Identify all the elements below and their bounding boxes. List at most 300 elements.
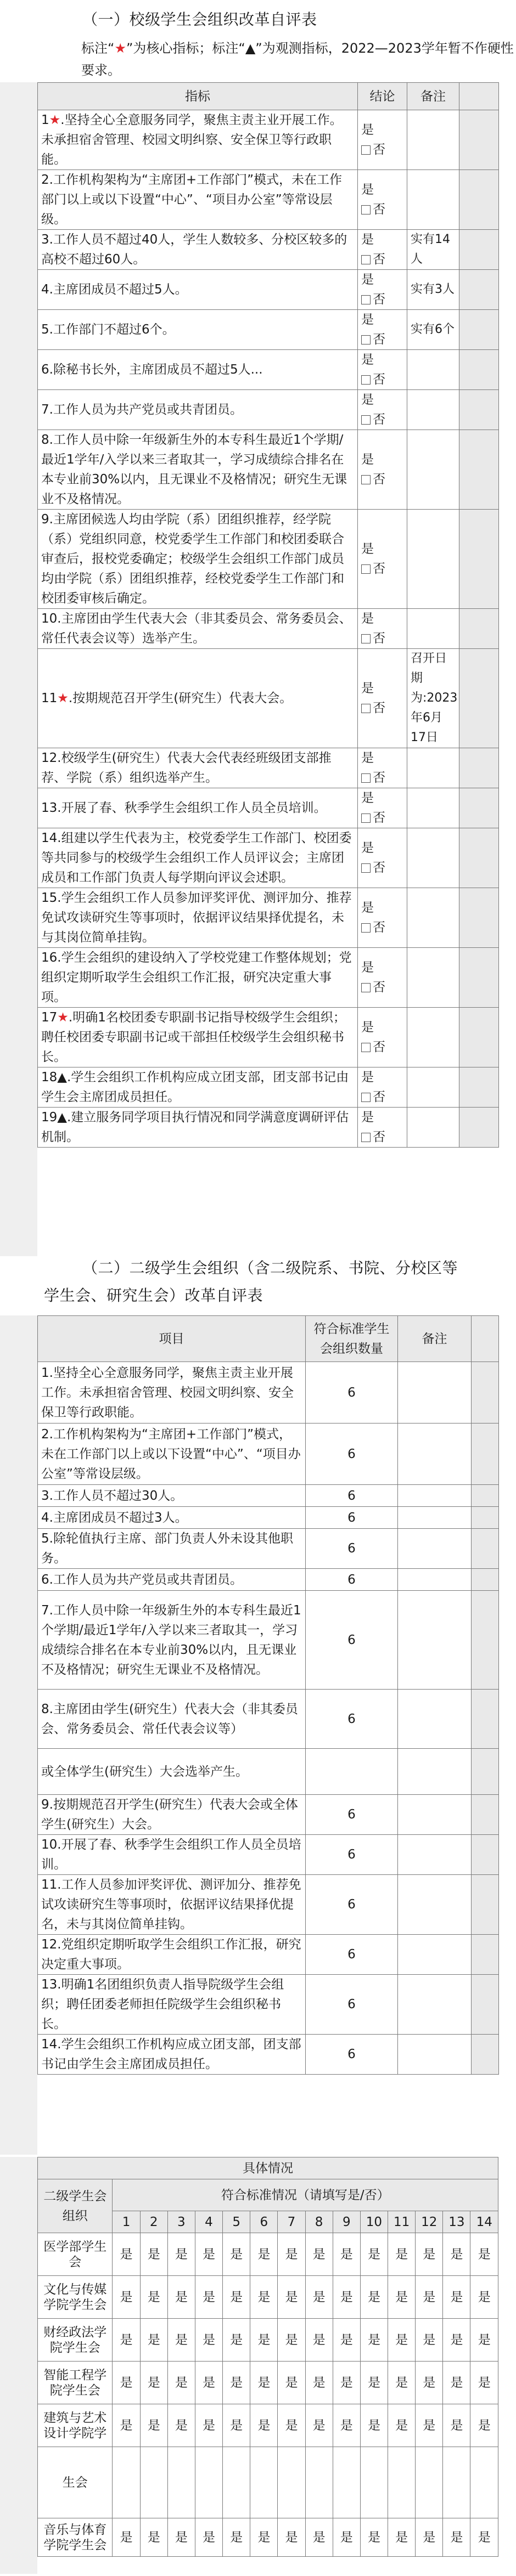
item-row <box>38 1591 499 1690</box>
indicator-text <box>38 230 358 270</box>
compliance-value: 是 <box>223 2319 250 2362</box>
compliance-value <box>333 2447 360 2518</box>
indicator-row <box>38 390 499 430</box>
blank-cell <box>459 170 499 230</box>
org-row <box>38 2233 498 2276</box>
compliance-value: 是 <box>333 2362 360 2404</box>
checkbox-icon[interactable] <box>361 295 371 304</box>
compliance-value: 是 <box>470 2518 498 2557</box>
compliance-value <box>140 2447 167 2518</box>
compliance-value <box>388 2447 416 2518</box>
compliance-value: 是 <box>388 2233 416 2276</box>
indicator-text <box>38 1067 358 1108</box>
conclusion-cell <box>358 649 407 748</box>
indicator-body: .工作人员中除一年级新生外的本专科生最近1个学期/最近1学年/入学以来三者取其一，学习成绩综合排名在本专业前30%以内，且无课业不及格情况；研究生无课业不及格情况。 <box>41 433 347 506</box>
no-option[interactable] <box>361 1087 403 1107</box>
compliance-value: 是 <box>167 2518 195 2557</box>
item-text: 7.工作人员中除一年级新生外的本专科生最近1个学期/最近1学年/入学以来三者取其一，学习成绩综合排名在本专业前30%以内，且无课业不及格情况；研究生无课业不及格情况。 <box>38 1591 306 1690</box>
item-count: 6 <box>306 1507 398 1529</box>
core-star-icon: ★ <box>57 1010 69 1025</box>
conclusion-cell <box>358 888 407 948</box>
item-remark <box>398 1690 472 1749</box>
blank-cell <box>459 828 499 888</box>
item-remark <box>398 2035 472 2075</box>
remark-cell <box>407 948 459 1008</box>
compliance-value: 是 <box>278 2233 305 2276</box>
compliance-value: 是 <box>388 2404 416 2447</box>
compliance-value: 是 <box>470 2276 498 2319</box>
compliance-header: 符合标准情况（请填写是/否） <box>113 2179 498 2211</box>
org-name: 建筑与艺术设计学院学 <box>38 2404 113 2447</box>
compliance-value: 是 <box>443 2362 470 2404</box>
compliance-value: 是 <box>113 2362 140 2404</box>
compliance-value <box>443 2447 470 2518</box>
item-count: 6 <box>306 1485 398 1507</box>
compliance-value: 是 <box>360 2362 388 2404</box>
no-option[interactable] <box>361 698 403 718</box>
item-count: 6 <box>306 1875 398 1935</box>
no-label: 否 <box>373 413 385 427</box>
note-mid: ”为核心指标；标注“▲”为观测指标，2022—2023学年暂不作硬性要求。 <box>81 41 514 78</box>
item-text: 或全体学生(研究生）大会选举产生。 <box>38 1749 306 1795</box>
conclusion-cell <box>358 390 407 430</box>
compliance-value: 是 <box>333 2404 360 2447</box>
criterion-number: 13 <box>443 2211 470 2233</box>
org-name: 医学部学生会 <box>38 2233 113 2276</box>
item-row <box>38 1423 499 1485</box>
checkbox-icon[interactable] <box>361 205 371 214</box>
indicator-number: 15 <box>41 891 58 905</box>
compliance-value: 是 <box>416 2362 443 2404</box>
compliance-value: 是 <box>470 2404 498 2447</box>
indicator-row <box>38 170 499 230</box>
no-option[interactable] <box>361 330 403 349</box>
checkbox-icon[interactable] <box>361 923 371 933</box>
item-count: 6 <box>306 1529 398 1569</box>
checkbox-icon[interactable] <box>361 564 371 574</box>
blank-cell <box>459 1067 499 1108</box>
conclusion-cell <box>358 430 407 510</box>
no-option[interactable] <box>361 1037 403 1057</box>
compliance-value: 是 <box>443 2233 470 2276</box>
remark-cell: 召开日期为:2023年6月17日 <box>407 649 459 748</box>
item-row <box>38 1835 499 1875</box>
checkbox-icon[interactable] <box>361 255 371 264</box>
remark-cell <box>407 1108 459 1148</box>
indicator-row <box>38 609 499 649</box>
compliance-value: 是 <box>388 2518 416 2557</box>
no-label: 否 <box>373 631 385 646</box>
checkbox-icon[interactable] <box>361 773 371 783</box>
no-label: 否 <box>373 472 385 487</box>
compliance-value <box>167 2447 195 2518</box>
no-label: 否 <box>373 252 385 267</box>
yes-label: 是 <box>361 453 374 467</box>
indicator-row <box>38 510 499 609</box>
remark-cell <box>407 1067 459 1108</box>
compliance-value: 是 <box>195 2362 222 2404</box>
item-count: 6 <box>306 1362 398 1423</box>
compliance-value: 是 <box>195 2404 222 2447</box>
compliance-value <box>416 2447 443 2518</box>
compliance-value: 是 <box>443 2276 470 2319</box>
remark-cell <box>407 888 459 948</box>
compliance-value: 是 <box>113 2233 140 2276</box>
criterion-number: 4 <box>195 2211 222 2233</box>
item-text: 1.坚持全心全意服务同学，聚焦主责主业开展工作。未承担宿舍管理、校园文明纠察、安全保卫等行政职能。 <box>38 1362 306 1423</box>
compliance-value: 是 <box>278 2319 305 2362</box>
item-count: 6 <box>306 1569 398 1591</box>
blank-cell <box>459 1008 499 1067</box>
compliance-value: 是 <box>167 2404 195 2447</box>
indicator-number: 3 <box>41 233 49 247</box>
indicator-text <box>38 888 358 948</box>
no-option[interactable] <box>361 470 403 489</box>
item-remark <box>398 1362 472 1423</box>
yes-label: 是 <box>361 233 374 247</box>
compliance-value: 是 <box>470 2319 498 2362</box>
compliance-value: 是 <box>250 2404 278 2447</box>
checkbox-icon[interactable] <box>361 475 371 484</box>
yes-label: 是 <box>361 123 374 137</box>
secondary-level-table <box>37 1315 499 2075</box>
compliance-value: 是 <box>140 2233 167 2276</box>
conclusion-cell <box>358 110 407 170</box>
compliance-value: 是 <box>470 2362 498 2404</box>
blank-cell <box>459 748 499 788</box>
checkbox-icon[interactable] <box>361 863 371 873</box>
no-option[interactable] <box>361 629 403 648</box>
indicator-row <box>38 310 499 350</box>
indicator-text <box>38 350 358 390</box>
item-count: 6 <box>306 1935 398 1975</box>
compliance-value: 是 <box>333 2518 360 2557</box>
item-text: 10.开展了春、秋季学生会组织工作人员全员培训。 <box>38 1835 306 1875</box>
yes-label: 是 <box>361 273 374 287</box>
indicator-text <box>38 649 358 748</box>
remark-cell <box>407 1008 459 1067</box>
indicator-number: 2 <box>41 173 49 187</box>
no-option[interactable] <box>361 978 403 997</box>
item-remark <box>398 1423 472 1485</box>
org-row <box>38 2362 498 2404</box>
yes-label: 是 <box>361 841 374 855</box>
checkbox-icon[interactable] <box>361 145 371 155</box>
checkbox-icon[interactable] <box>361 634 371 643</box>
indicator-body: .明确1名校团委专职副书记指导校级学生会组织；聘任校团委专职副书记或干部担任校级学生会组织秘书长。 <box>41 1010 346 1064</box>
indicator-number: 17 <box>41 1010 58 1025</box>
blank-cell <box>472 1507 499 1529</box>
compliance-value <box>360 2447 388 2518</box>
header-item: 项目 <box>38 1316 306 1362</box>
org-name: 财经政法学院学生会 <box>38 2319 113 2362</box>
item-text: 14.学生会组织工作机构应成立团支部，团支部书记由学生会主席团成员担任。 <box>38 2035 306 2075</box>
indicator-body: .学生会组织工作人员参加评奖评优、测评加分、推荐免试攻读研究生等事项时，依据评议结果择优提名，未与其岗位简单挂钩。 <box>41 891 352 945</box>
header-blank <box>459 83 499 110</box>
compliance-value <box>195 2447 222 2518</box>
detail-table <box>37 2157 498 2557</box>
remark-cell <box>407 828 459 888</box>
compliance-value: 是 <box>305 2233 333 2276</box>
compliance-value: 是 <box>250 2319 278 2362</box>
conclusion-cell <box>358 1067 407 1108</box>
item-count: 6 <box>306 1423 398 1485</box>
left-margin-shade-3 <box>0 2157 37 2574</box>
indicator-number: 12 <box>41 751 58 765</box>
item-remark <box>398 1835 472 1875</box>
compliance-value: 是 <box>113 2319 140 2362</box>
compliance-value: 是 <box>167 2319 195 2362</box>
item-count: 6 <box>306 1591 398 1690</box>
indicator-text <box>38 170 358 230</box>
conclusion-cell <box>358 1108 407 1148</box>
blank-cell <box>472 1485 499 1507</box>
org-row <box>38 2319 498 2362</box>
compliance-value: 是 <box>388 2319 416 2362</box>
no-label: 否 <box>373 202 385 217</box>
no-option[interactable] <box>361 410 403 430</box>
indicator-row <box>38 748 499 788</box>
no-label: 否 <box>373 771 385 785</box>
indicator-number: 7 <box>41 403 49 417</box>
blank-cell <box>472 1690 499 1749</box>
yes-label: 是 <box>361 791 374 805</box>
yes-label: 是 <box>361 1020 374 1035</box>
checkbox-icon[interactable] <box>361 814 371 823</box>
indicator-text <box>38 828 358 888</box>
indicator-number: 14 <box>41 831 58 845</box>
conclusion-cell <box>358 270 407 310</box>
compliance-value: 是 <box>167 2233 195 2276</box>
remark-cell <box>407 430 459 510</box>
detail-title: 具体情况 <box>38 2157 498 2179</box>
checkbox-icon[interactable] <box>361 375 371 385</box>
compliance-value: 是 <box>223 2362 250 2404</box>
compliance-value: 是 <box>195 2319 222 2362</box>
no-option[interactable] <box>361 559 403 579</box>
no-option[interactable] <box>361 768 403 788</box>
compliance-value: 是 <box>250 2276 278 2319</box>
no-option[interactable] <box>361 808 403 828</box>
compliance-value: 是 <box>140 2404 167 2447</box>
remark-cell: 实有14人 <box>407 230 459 270</box>
item-text: 5.除轮值执行主席、部门负责人外未设其他职务。 <box>38 1529 306 1569</box>
blank-cell <box>472 1529 499 1569</box>
criterion-number: 11 <box>388 2211 416 2233</box>
no-option[interactable] <box>361 1127 403 1147</box>
item-count: 6 <box>306 1835 398 1875</box>
compliance-value: 是 <box>388 2362 416 2404</box>
checkbox-icon[interactable] <box>361 335 371 344</box>
indicator-body: .主席团候选人均由学院（系）团组织推荐，经学院（系）党组织同意，校党委学生工作部门和校团委联合审查后，报校党委确定；校级学生会组织工作部门成员均由学院（系）团组织推荐，经校党委学生工作部门和校团委审核后确定。 <box>41 512 344 606</box>
remark-cell: 实有3人 <box>407 270 459 310</box>
core-star-icon: ★ <box>57 691 69 705</box>
item-remark <box>398 1529 472 1569</box>
compliance-value: 是 <box>223 2404 250 2447</box>
org-row <box>38 2276 498 2319</box>
org-name: 智能工程学院学生会 <box>38 2362 113 2404</box>
compliance-value: 是 <box>195 2233 222 2276</box>
indicator-body: .校级学生(研究生）代表大会代表经班级团支部推荐、学院（系）组织选举产生。 <box>41 751 332 785</box>
compliance-value: 是 <box>223 2518 250 2557</box>
blank-cell <box>459 270 499 310</box>
indicator-body: .学生会组织的建设纳入了学校党建工作整体规划；党组织定期听取学生会组织工作汇报，研究决定重大事项。 <box>41 951 352 1004</box>
criterion-number: 10 <box>360 2211 388 2233</box>
indicator-row <box>38 1108 499 1148</box>
remark-cell <box>407 170 459 230</box>
checkbox-icon[interactable] <box>361 1133 371 1142</box>
remark-cell <box>407 609 459 649</box>
compliance-value: 是 <box>305 2319 333 2362</box>
org-row <box>38 2518 498 2557</box>
item-count <box>306 1749 398 1795</box>
no-label: 否 <box>373 562 385 576</box>
compliance-value: 是 <box>278 2276 305 2319</box>
blank-cell <box>472 1749 499 1795</box>
compliance-value: 是 <box>167 2276 195 2319</box>
no-label: 否 <box>373 292 385 307</box>
item-remark <box>398 1569 472 1591</box>
indicator-body: .开展了春、秋季学生会组织工作人员全员培训。 <box>57 801 327 815</box>
indicator-text <box>38 310 358 350</box>
yes-label: 是 <box>361 681 374 696</box>
indicator-row <box>38 649 499 748</box>
compliance-value: 是 <box>443 2319 470 2362</box>
left-margin-shade <box>0 82 37 1256</box>
checkbox-icon[interactable] <box>361 415 371 425</box>
no-option[interactable] <box>361 250 403 269</box>
indicator-text <box>38 948 358 1008</box>
indicator-body: .学生会组织工作机构应成立团支部，团支部书记由学生会主席团成员担任。 <box>41 1070 349 1104</box>
indicator-text <box>38 390 358 430</box>
indicator-number: 10 <box>41 612 58 626</box>
compliance-value: 是 <box>333 2276 360 2319</box>
compliance-value: 是 <box>113 2404 140 2447</box>
blank-cell <box>459 110 499 170</box>
compliance-value: 是 <box>250 2362 278 2404</box>
blank-cell <box>472 1569 499 1591</box>
no-option[interactable] <box>361 370 403 389</box>
checkbox-icon[interactable] <box>361 1093 371 1102</box>
blank-cell <box>459 230 499 270</box>
blank-cell <box>472 1423 499 1485</box>
compliance-value: 是 <box>416 2518 443 2557</box>
indicator-number: 6 <box>41 363 49 377</box>
indicator-body: .按期规范召开学生(研究生）代表大会。 <box>68 691 293 705</box>
indicator-body: .主席团成员不超过5人。 <box>49 283 188 297</box>
criterion-number: 7 <box>278 2211 305 2233</box>
no-option[interactable] <box>361 200 403 219</box>
no-option[interactable] <box>361 858 403 878</box>
compliance-value: 是 <box>305 2276 333 2319</box>
remark-cell: 实有6个 <box>407 310 459 350</box>
yes-label: 是 <box>361 961 374 975</box>
item-remark <box>398 1749 472 1795</box>
item-text: 9.按期规范召开学生(研究生）代表大会或全体学生(研究生）大会。 <box>38 1795 306 1835</box>
blank-cell <box>459 948 499 1008</box>
no-label: 否 <box>373 332 385 347</box>
blank-cell <box>459 390 499 430</box>
compliance-value: 是 <box>140 2518 167 2557</box>
conclusion-cell <box>358 170 407 230</box>
criterion-number: 9 <box>333 2211 360 2233</box>
checkbox-icon[interactable] <box>361 1043 371 1052</box>
compliance-value: 是 <box>470 2233 498 2276</box>
item-count: 6 <box>306 1690 398 1749</box>
blank-cell <box>459 350 499 390</box>
no-label: 否 <box>373 861 385 875</box>
item-text: 11.工作人员参加评奖评优、测评加分、推荐免试攻读研究生等事项时，依据评议结果择优提名，未与其岗位简单挂钩。 <box>38 1875 306 1935</box>
school-level-table <box>37 82 499 1148</box>
indicator-row <box>38 788 499 828</box>
blank-cell <box>472 1795 499 1835</box>
compliance-value: 是 <box>333 2319 360 2362</box>
no-option[interactable] <box>361 918 403 937</box>
indicator-text <box>38 788 358 828</box>
section2-heading-line2: 学生会、研究生会）改革自评表 <box>44 1286 263 1304</box>
compliance-value: 是 <box>416 2404 443 2447</box>
indicator-number: 1 <box>41 113 49 127</box>
compliance-value: 是 <box>360 2404 388 2447</box>
item-row <box>38 1690 499 1749</box>
item-count: 6 <box>306 2035 398 2075</box>
compliance-value: 是 <box>195 2518 222 2557</box>
blank-cell <box>472 2035 499 2075</box>
compliance-value: 是 <box>416 2276 443 2319</box>
blank-cell <box>472 1591 499 1690</box>
item-row <box>38 1362 499 1423</box>
item-row <box>38 1749 499 1795</box>
yes-label: 是 <box>361 612 374 626</box>
note-prefix: 标注“ <box>81 41 115 56</box>
indicator-row <box>38 828 499 888</box>
indicator-text <box>38 510 358 609</box>
compliance-value: 是 <box>140 2319 167 2362</box>
no-label: 否 <box>373 701 385 715</box>
conclusion-cell <box>358 310 407 350</box>
indicator-number: 11 <box>41 691 58 705</box>
no-option[interactable] <box>361 140 403 160</box>
item-remark <box>398 1485 472 1507</box>
compliance-value: 是 <box>223 2276 250 2319</box>
indicator-number: 18 <box>41 1070 58 1084</box>
indicator-body: .工作部门不超过6个。 <box>49 323 175 337</box>
header-remark: 备注 <box>407 83 459 110</box>
indicator-row <box>38 110 499 170</box>
compliance-value: 是 <box>360 2518 388 2557</box>
blank-cell <box>459 609 499 649</box>
compliance-value: 是 <box>360 2276 388 2319</box>
compliance-value: 是 <box>305 2518 333 2557</box>
item-text: 13.明确1名团组织负责人指导院级学生会组织；聘任团委老师担任院级学生会组织秘书长。 <box>38 1975 306 2035</box>
yes-label: 是 <box>361 751 374 765</box>
indicator-row <box>38 230 499 270</box>
no-option[interactable] <box>361 290 403 309</box>
item-row <box>38 1975 499 2035</box>
blank-cell <box>472 1362 499 1423</box>
indicator-row <box>38 270 499 310</box>
indicator-number: 4 <box>41 283 49 297</box>
header-remark-2: 备注 <box>398 1316 472 1362</box>
org-name: 生会 <box>38 2447 113 2518</box>
indicator-body: .除秘书长外，主席团成员不超过5人... <box>49 363 263 377</box>
indicator-body: .工作人员为共产党员或共青团员。 <box>49 403 243 417</box>
blank-cell <box>472 1935 499 1975</box>
checkbox-icon[interactable] <box>361 983 371 992</box>
checkbox-icon[interactable] <box>361 704 371 713</box>
no-label: 否 <box>373 811 385 825</box>
item-row <box>38 1795 499 1835</box>
